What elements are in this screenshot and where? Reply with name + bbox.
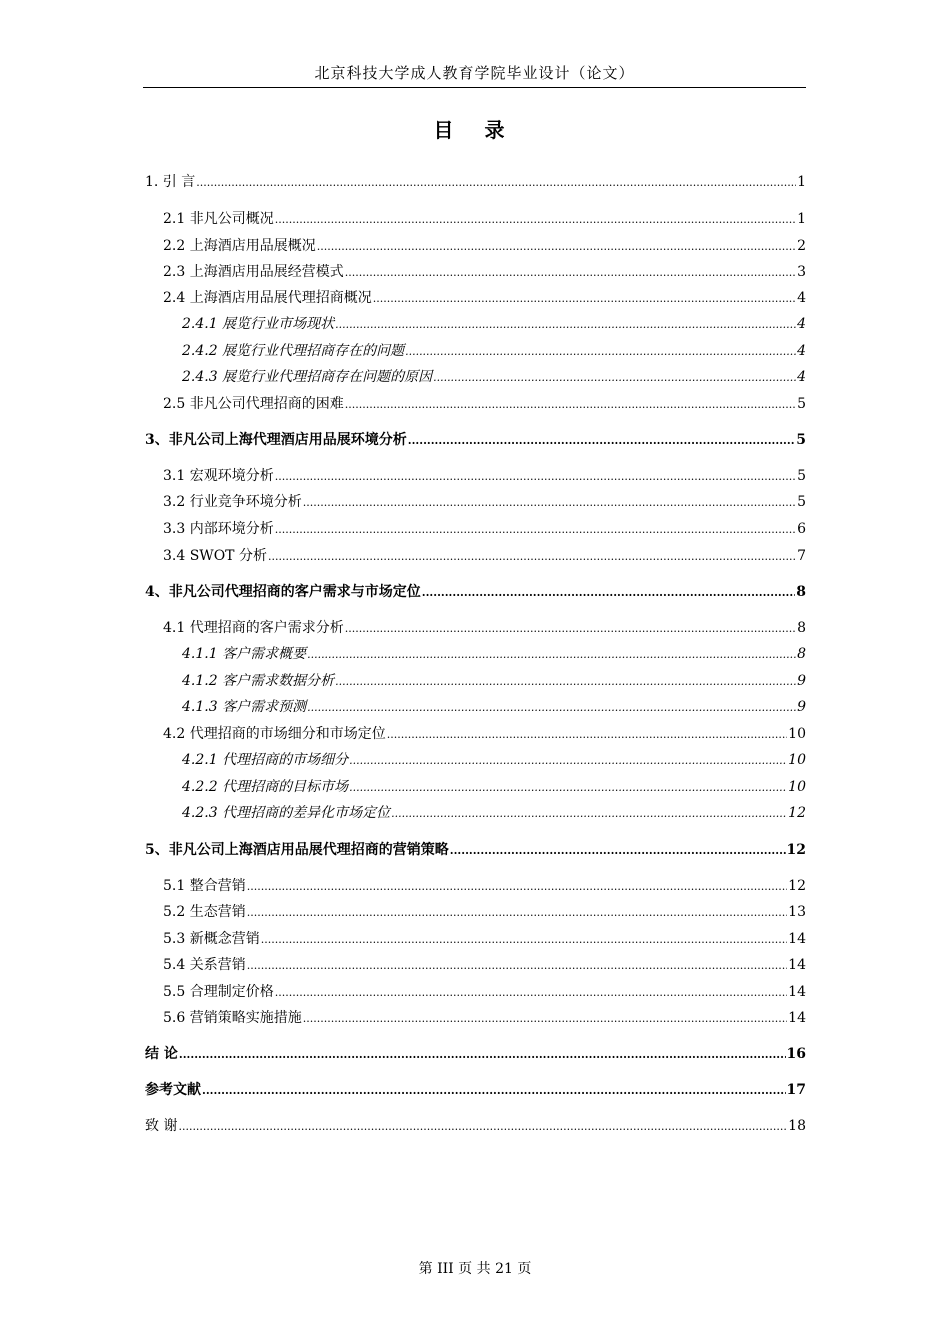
- dot-leader: [178, 1117, 787, 1137]
- dot-leader: [387, 725, 787, 745]
- toc-entry[interactable]: [145, 1116, 806, 1137]
- dot-leader: [268, 547, 796, 567]
- toc-entry-title: 3.3 内部环境分析: [163, 521, 274, 537]
- toc-entry[interactable]: [145, 982, 806, 1003]
- toc-entry-title: 4.1.1 客户需求概要: [182, 646, 307, 662]
- toc-entry-page: 2: [797, 238, 806, 254]
- toc-entry-title: 参考文献: [145, 1082, 201, 1098]
- dot-leader: [247, 877, 787, 897]
- toc-entry-page: 1: [797, 174, 806, 190]
- toc-entry-page: 12: [788, 805, 806, 821]
- toc-entry-page: 18: [788, 1118, 806, 1134]
- dot-leader: [179, 1045, 786, 1065]
- toc-entry[interactable]: [145, 840, 806, 861]
- dot-leader: [408, 431, 796, 451]
- toc-entry-title: 5、非凡公司上海酒店用品展代理招商的营销策略: [145, 842, 449, 858]
- toc-entry[interactable]: [145, 750, 806, 771]
- toc-entry-page: 1: [797, 211, 806, 227]
- toc-entry-title: 4.2 代理招商的市场细分和市场定位: [163, 726, 386, 742]
- toc-entry[interactable]: [145, 1044, 806, 1065]
- dot-leader: [317, 237, 796, 257]
- toc-entry-title: 4.2.1 代理招商的市场细分: [182, 752, 349, 768]
- dot-leader: [275, 210, 796, 230]
- toc-entry[interactable]: [145, 288, 806, 309]
- toc-entry-page: 6: [797, 521, 806, 537]
- toc-entry-page: 9: [797, 699, 806, 715]
- toc-entry-page: 4: [797, 290, 806, 306]
- dot-leader: [391, 804, 787, 824]
- toc-title: 目 录: [433, 118, 517, 142]
- toc-entry[interactable]: [145, 492, 806, 513]
- toc-entry[interactable]: [145, 172, 806, 193]
- dot-leader: [275, 983, 787, 1003]
- toc-entry-page: 5: [797, 494, 806, 510]
- page-footer: 第 III 页 共 21 页: [418, 1261, 532, 1277]
- dot-leader: [335, 672, 796, 692]
- toc-entry-page: 8: [797, 646, 806, 662]
- toc-entry[interactable]: [145, 582, 806, 603]
- toc-entry[interactable]: [145, 519, 806, 540]
- toc-entry-page: 9: [797, 673, 806, 689]
- dot-leader: [433, 368, 796, 388]
- toc-entry-title: 2.4.3 展览行业代理招商存在问题的原因: [182, 369, 433, 385]
- toc-entry-page: 14: [788, 957, 806, 973]
- toc-entry[interactable]: [145, 644, 806, 665]
- toc-entry-title: 3.4 SWOT 分析: [163, 548, 267, 564]
- dot-leader: [450, 841, 786, 861]
- dot-leader: [345, 263, 796, 283]
- toc-entry-page: 14: [788, 984, 806, 1000]
- toc-entry-title: 结 论: [145, 1046, 178, 1062]
- toc-entry-title: 3.2 行业竞争环境分析: [163, 494, 302, 510]
- toc-entry-title: 4.1 代理招商的客户需求分析: [163, 620, 344, 636]
- toc-entry-page: 14: [788, 931, 806, 947]
- toc-entry-page: 4: [797, 316, 806, 332]
- dot-leader: [335, 315, 796, 335]
- toc-entry-title: 2.2 上海酒店用品展概况: [163, 238, 316, 254]
- toc-entry[interactable]: [145, 803, 806, 824]
- toc-entry[interactable]: [145, 367, 806, 388]
- toc-entry-title: 5.4 关系营销: [163, 957, 246, 973]
- toc-entry-page: 14: [788, 1010, 806, 1026]
- toc-entry-title: 致 谢: [145, 1118, 178, 1134]
- toc-entry[interactable]: [145, 262, 806, 283]
- toc-entry[interactable]: [145, 314, 806, 335]
- toc-entry-page: 12: [786, 842, 806, 858]
- toc-entry-page: 4: [797, 369, 806, 385]
- toc-entry-page: 8: [797, 620, 806, 636]
- toc-entry[interactable]: [145, 777, 806, 798]
- toc-entry-page: 10: [788, 752, 806, 768]
- dot-leader: [275, 467, 796, 487]
- toc-entry[interactable]: [145, 876, 806, 897]
- toc-entry-title: 5.2 生态营销: [163, 904, 246, 920]
- toc-entry-page: 7: [797, 548, 806, 564]
- toc-entry[interactable]: [145, 671, 806, 692]
- page-header: 北京科技大学成人教育学院毕业设计（论文）: [143, 62, 806, 88]
- toc-entry-page: 8: [796, 584, 806, 600]
- toc-entry-page: 5: [797, 468, 806, 484]
- toc-entry-page: 3: [797, 264, 806, 280]
- toc-entry-title: 4.1.3 客户需求预测: [182, 699, 307, 715]
- dot-leader: [196, 173, 796, 193]
- toc-entry-title: 4.2.3 代理招商的差异化市场定位: [182, 805, 391, 821]
- toc-entry-title: 4.2.2 代理招商的目标市场: [182, 779, 349, 795]
- dot-leader: [202, 1081, 786, 1101]
- toc-entry[interactable]: [145, 1008, 806, 1029]
- toc-entry-page: 13: [788, 904, 806, 920]
- toc-entry-title: 2.5 非凡公司代理招商的困难: [163, 396, 344, 412]
- dot-leader: [307, 698, 796, 718]
- toc-entry-page: 10: [788, 726, 806, 742]
- toc-entry[interactable]: [145, 618, 806, 639]
- toc-entry[interactable]: [145, 341, 806, 362]
- dot-leader: [405, 342, 796, 362]
- toc-entry-page: 12: [788, 878, 806, 894]
- toc-entry-title: 2.4 上海酒店用品展代理招商概况: [163, 290, 372, 306]
- toc-entry-title: 2.4.2 展览行业代理招商存在的问题: [182, 343, 405, 359]
- toc-entry-page: 5: [796, 432, 806, 448]
- toc-entry-title: 2.4.1 展览行业市场现状: [182, 316, 335, 332]
- dot-leader: [345, 395, 796, 415]
- dot-leader: [373, 289, 796, 309]
- toc-entry[interactable]: [145, 1080, 806, 1101]
- toc-entry[interactable]: [145, 209, 806, 230]
- dot-leader: [303, 493, 796, 513]
- toc-entry[interactable]: [145, 929, 806, 950]
- toc-entry-title: 1. 引 言: [145, 174, 196, 190]
- toc-entry[interactable]: [145, 430, 806, 451]
- toc-entry[interactable]: [145, 902, 806, 923]
- toc-entry-title: 2.3 上海酒店用品展经营模式: [163, 264, 344, 280]
- toc-entry[interactable]: [145, 394, 806, 415]
- toc-entry-page: 10: [788, 779, 806, 795]
- toc-entry-title: 5.1 整合营销: [163, 878, 246, 894]
- toc-entry[interactable]: [145, 697, 806, 718]
- dot-leader: [349, 751, 787, 771]
- toc-entry-title: 5.6 营销策略实施措施: [163, 1010, 302, 1026]
- toc-entry[interactable]: [145, 466, 806, 487]
- dot-leader: [275, 520, 796, 540]
- dot-leader: [422, 583, 796, 603]
- toc-entry-title: 3.1 宏观环境分析: [163, 468, 274, 484]
- dot-leader: [261, 930, 787, 950]
- toc-entry-title: 4.1.2 客户需求数据分析: [182, 673, 335, 689]
- toc-entry[interactable]: [145, 546, 806, 567]
- toc-entry-title: 5.5 合理制定价格: [163, 984, 274, 1000]
- dot-leader: [247, 956, 787, 976]
- dot-leader: [345, 619, 796, 639]
- dot-leader: [247, 903, 787, 923]
- toc-entry-title: 5.3 新概念营销: [163, 931, 260, 947]
- toc-entry-title: 3、非凡公司上海代理酒店用品展环境分析: [145, 432, 407, 448]
- toc-entry-page: 17: [786, 1082, 806, 1098]
- toc-entry-page: 4: [797, 343, 806, 359]
- toc-entry-title: 2.1 非凡公司概况: [163, 211, 274, 227]
- dot-leader: [303, 1009, 787, 1029]
- toc-entry-title: 4、非凡公司代理招商的客户需求与市场定位: [145, 584, 421, 600]
- toc-entry[interactable]: [145, 236, 806, 257]
- toc-entry-page: 5: [797, 396, 806, 412]
- toc-entry-page: 16: [786, 1046, 806, 1062]
- dot-leader: [349, 778, 787, 798]
- dot-leader: [307, 645, 796, 665]
- toc-entry[interactable]: [145, 955, 806, 976]
- toc-entry[interactable]: [145, 724, 806, 745]
